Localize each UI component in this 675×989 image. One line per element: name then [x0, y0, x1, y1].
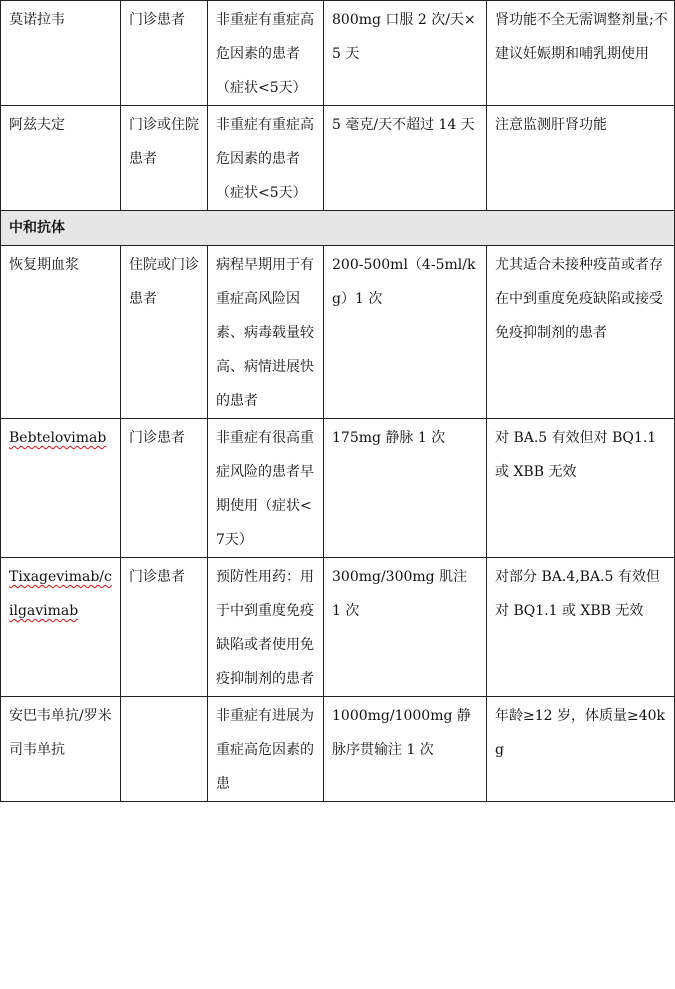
drug-name-cell: [1, 1, 121, 106]
drug-name-cell: [1, 246, 121, 419]
dosage-cell: [324, 106, 487, 211]
notes-cell: [487, 697, 675, 802]
drug-name-text: Tixagevimab/cilgavimab: [9, 569, 112, 619]
table-row: [1, 697, 675, 802]
dosage-text: 800mg 口服 2 次/天×5 天: [332, 12, 476, 62]
notes-cell: [487, 106, 675, 211]
notes-cell: [487, 419, 675, 558]
setting-text: 门诊或住院患者: [129, 117, 199, 167]
notes-text: 尤其适合未接种疫苗或者存在中到重度免疫缺陷或接受免疫抑制剂的患者: [495, 257, 663, 341]
table-row: [1, 106, 675, 211]
dosage-cell: [324, 419, 487, 558]
notes-cell: [487, 1, 675, 106]
setting-cell: [121, 106, 208, 211]
population-cell: [208, 1, 324, 106]
drug-name-cell: [1, 419, 121, 558]
notes-cell: [487, 246, 675, 419]
setting-cell: [121, 558, 208, 697]
drug-name-text: 安巴韦单抗/罗米司韦单抗: [9, 708, 112, 758]
section-title: 中和抗体: [1, 211, 675, 246]
setting-cell: [121, 697, 208, 802]
setting-text: 门诊患者: [129, 430, 185, 446]
population-cell: [208, 246, 324, 419]
population-text: 预防性用药：用于中到重度免疫缺陷或者使用免疫抑制剂的患者: [216, 569, 314, 687]
population-text: 非重症有进展为重症高危因素的患: [216, 708, 314, 792]
table-row: [1, 1, 675, 106]
population-text: 非重症有重症高危因素的患者（症状<5天）: [216, 117, 314, 201]
dosage-cell: [324, 1, 487, 106]
dosage-text: 175mg 静脉 1 次: [332, 430, 446, 446]
population-text: 非重症有重症高危因素的患者（症状<5天）: [216, 12, 314, 96]
table-row: [1, 419, 675, 558]
notes-cell: [487, 558, 675, 697]
setting-cell: [121, 1, 208, 106]
population-cell: [208, 419, 324, 558]
setting-text: 住院或门诊患者: [129, 257, 199, 307]
notes-text: 年龄≥12 岁，体质量≥40kg: [495, 708, 666, 758]
population-text: 非重症有很高重症风险的患者早期使用（症状<7天）: [216, 430, 314, 548]
section-header-row: [1, 211, 675, 246]
drug-name-cell: [1, 558, 121, 697]
dosage-text: 5 毫克/天不超过 14 天: [332, 117, 475, 133]
dosage-text: 200-500ml（4-5ml/kg）1 次: [332, 257, 476, 307]
setting-cell: [121, 419, 208, 558]
drug-table-body: [1, 1, 675, 802]
drug-name-cell: [1, 106, 121, 211]
dosage-text: 300mg/300mg 肌注 1 次: [332, 569, 468, 619]
dosage-text: 1000mg/1000mg 静脉序贯输注 1 次: [332, 708, 471, 758]
notes-text: 注意监测肝肾功能: [495, 117, 607, 133]
drug-name-text: 恢复期血浆: [9, 257, 79, 273]
population-cell: [208, 697, 324, 802]
drug-name-cell: [1, 697, 121, 802]
table-row: [1, 246, 675, 419]
population-text: 病程早期用于有重症高风险因素、病毒载量较高、病情进展快的患者: [216, 257, 314, 409]
dosage-cell: [324, 558, 487, 697]
notes-text: 对 BA.5 有效但对 BQ1.1 或 XBB 无效: [495, 430, 657, 480]
table-row: [1, 558, 675, 697]
dosage-cell: [324, 246, 487, 419]
notes-text: 对部分 BA.4,BA.5 有效但对 BQ1.1 或 XBB 无效: [495, 569, 660, 619]
drug-name-text: Bebtelovimab: [9, 430, 107, 446]
setting-text: 门诊患者: [129, 12, 185, 28]
drug-name-text: 莫诺拉韦: [9, 12, 65, 28]
setting-text: 门诊患者: [129, 569, 185, 585]
dosage-cell: [324, 697, 487, 802]
population-cell: [208, 558, 324, 697]
population-cell: [208, 106, 324, 211]
drug-name-text: 阿兹夫定: [9, 117, 65, 133]
setting-cell: [121, 246, 208, 419]
notes-text: 肾功能不全无需调整剂量;不建议妊娠期和哺乳期使用: [495, 12, 668, 62]
